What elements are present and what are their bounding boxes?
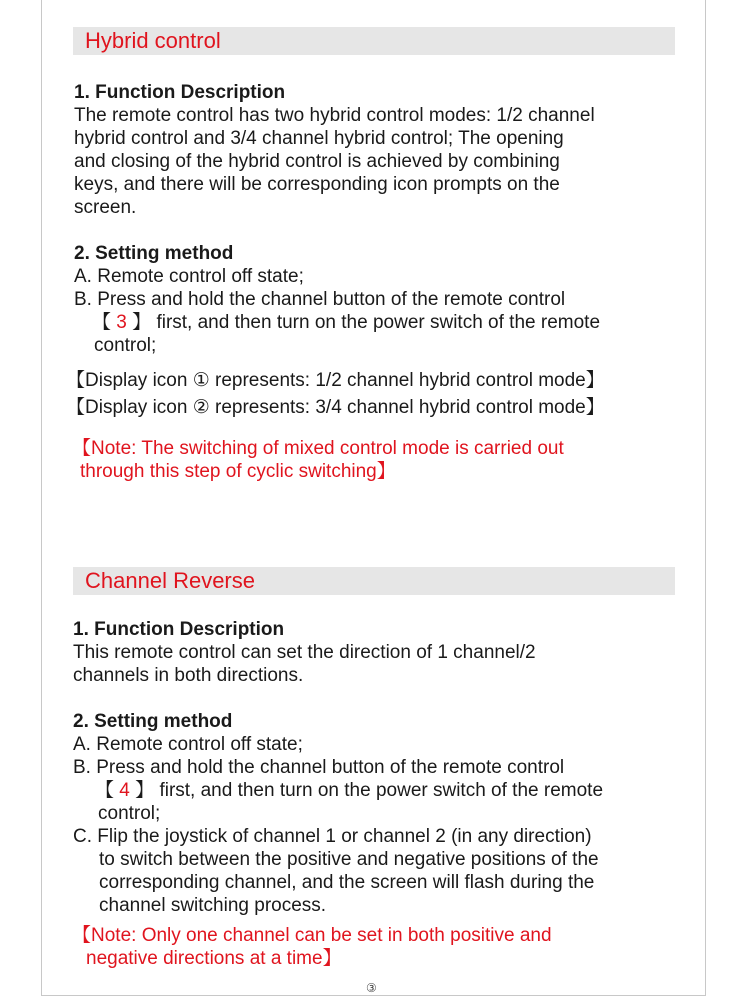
step-b-rest: first, and then turn on the power switch of the remote (159, 780, 604, 801)
setting-heading: 2. Setting method (73, 711, 233, 732)
step-b-rest: first, and then turn on the power switch of the remote (156, 312, 601, 333)
bracket-open: 【 (92, 312, 112, 333)
paragraph-line: screen. (74, 197, 137, 218)
step-b-line (95, 779, 603, 802)
step-c-line: corresponding channel, and the screen will flash during the (99, 872, 595, 893)
display-icon-1-note: 【Display icon ① represents: 1/2 channel hybrid control mode】 (66, 370, 605, 391)
page-number: ③ (366, 981, 377, 995)
paragraph-line: and closing of the hybrid control is achieved by combining (74, 151, 560, 172)
function-heading: 1. Function Description (74, 82, 286, 103)
step-a: A. Remote control off state; (74, 266, 304, 287)
step-b-line: control; (98, 803, 161, 824)
step-b-line: B. Press and hold the channel button of the remote control (73, 757, 565, 778)
step-c-line: C. Flip the joystick of channel 1 or channel 2 (in any direction) (73, 826, 592, 847)
section-title: Hybrid control (85, 28, 221, 53)
section-header-reverse (73, 567, 675, 595)
channel-number: 4 (114, 780, 136, 801)
paragraph-line: The remote control has two hybrid control modes: 1/2 channel (74, 105, 595, 126)
note-line: 【Note: Only one channel can be set in both positive and (72, 925, 552, 946)
paragraph-line: This remote control can set the direction of 1 channel/2 (73, 642, 536, 663)
step-c-line: to switch between the positive and negative positions of the (99, 849, 599, 870)
section-title: Channel Reverse (85, 568, 255, 593)
display-icon-2-note: 【Display icon ② represents: 3/4 channel hybrid control mode】 (66, 397, 605, 418)
paragraph-line: keys, and there will be corresponding icon prompts on the (74, 174, 560, 195)
step-a: A. Remote control off state; (73, 734, 303, 755)
note-line: 【Note: The switching of mixed control mode is carried out (72, 438, 564, 459)
channel-number: 3 (111, 312, 133, 333)
section-header-hybrid (73, 27, 675, 55)
bracket-close: 】 (132, 312, 152, 333)
setting-heading: 2. Setting method (74, 243, 234, 264)
note-line: negative directions at a time】 (86, 948, 342, 969)
bracket-close: 】 (135, 780, 155, 801)
step-b-line: control; (94, 335, 157, 356)
function-heading: 1. Function Description (73, 619, 285, 640)
bracket-open: 【 (95, 780, 115, 801)
step-b-line: B. Press and hold the channel button of the remote control (74, 289, 566, 310)
step-c-line: channel switching process. (99, 895, 327, 916)
step-b-line (92, 311, 600, 334)
note-line: through this step of cyclic switching】 (80, 461, 396, 482)
paragraph-line: hybrid control and 3/4 channel hybrid control; The opening (74, 128, 564, 149)
paragraph-line: channels in both directions. (73, 665, 304, 686)
